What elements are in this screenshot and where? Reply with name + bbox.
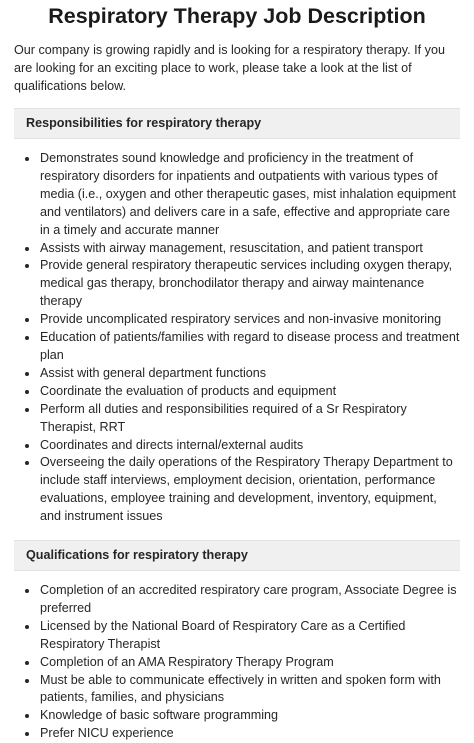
list-item: • Completion of an accredited respiratory care program, Associate Degree is preferred bbox=[39, 582, 460, 618]
list-item: • Assist with general department functions bbox=[39, 365, 460, 383]
list-item: • Provide general respiratory therapeutic services including oxygen therapy, medical gas therapy, bronchodilator therapy and airway maintenance therapy bbox=[39, 257, 460, 311]
list-item: • Provide uncomplicated respiratory services and non-invasive monitoring bbox=[39, 311, 460, 329]
responsibilities-list bbox=[14, 150, 460, 526]
list-item: • Education of patients/families with regard to disease process and treatment plan bbox=[39, 329, 460, 365]
list-item: • Assists with airway management, resuscitation, and patient transport bbox=[39, 240, 460, 258]
qualifications-heading: Qualifications for respiratory therapy bbox=[14, 540, 460, 571]
list-item: • Knowledge of basic software programming bbox=[39, 707, 460, 725]
page-title: Respiratory Therapy Job Description bbox=[48, 4, 426, 28]
list-item: • Coordinate the evaluation of products and equipment bbox=[39, 383, 460, 401]
list-item: • Demonstrates sound knowledge and proficiency in the treatment of respiratory disorders for inpatients and outpatients with various types of media (i.e., oxygen and other therapeutic gases, mist inhalation equipment and ventilators) and delivers care in a safe, effective and appropriate care in a timely and accurate manner bbox=[39, 150, 460, 240]
list-item: • Perform all duties and responsibilities required of a Sr Respiratory Therapist, RRT bbox=[39, 401, 460, 437]
list-item: • Prefer NICU experience bbox=[39, 725, 460, 743]
list-item: • Coordinates and directs internal/external audits bbox=[39, 437, 460, 455]
intro-paragraph: Our company is growing rapidly and is looking for a respiratory therapy. If you are looking for an exciting place to work, please take a look at the list of qualifications below. bbox=[14, 43, 445, 93]
list-item: • Completion of an AMA Respiratory Therapy Program bbox=[39, 654, 460, 672]
qualifications-list bbox=[14, 582, 460, 743]
list-item: • Overseeing the daily operations of the Respiratory Therapy Department to include staff interviews, employment decision, orientation, performance evaluations, employee training and development, inventory, equipment, and instrument issues bbox=[39, 454, 460, 526]
list-item: • Licensed by the National Board of Respiratory Care as a Certified Respiratory Therapist bbox=[39, 618, 460, 654]
list-item: • Must be able to communicate effectively in written and spoken form with patients, families, and physicians bbox=[39, 672, 460, 708]
responsibilities-heading: Responsibilities for respiratory therapy bbox=[14, 108, 460, 139]
